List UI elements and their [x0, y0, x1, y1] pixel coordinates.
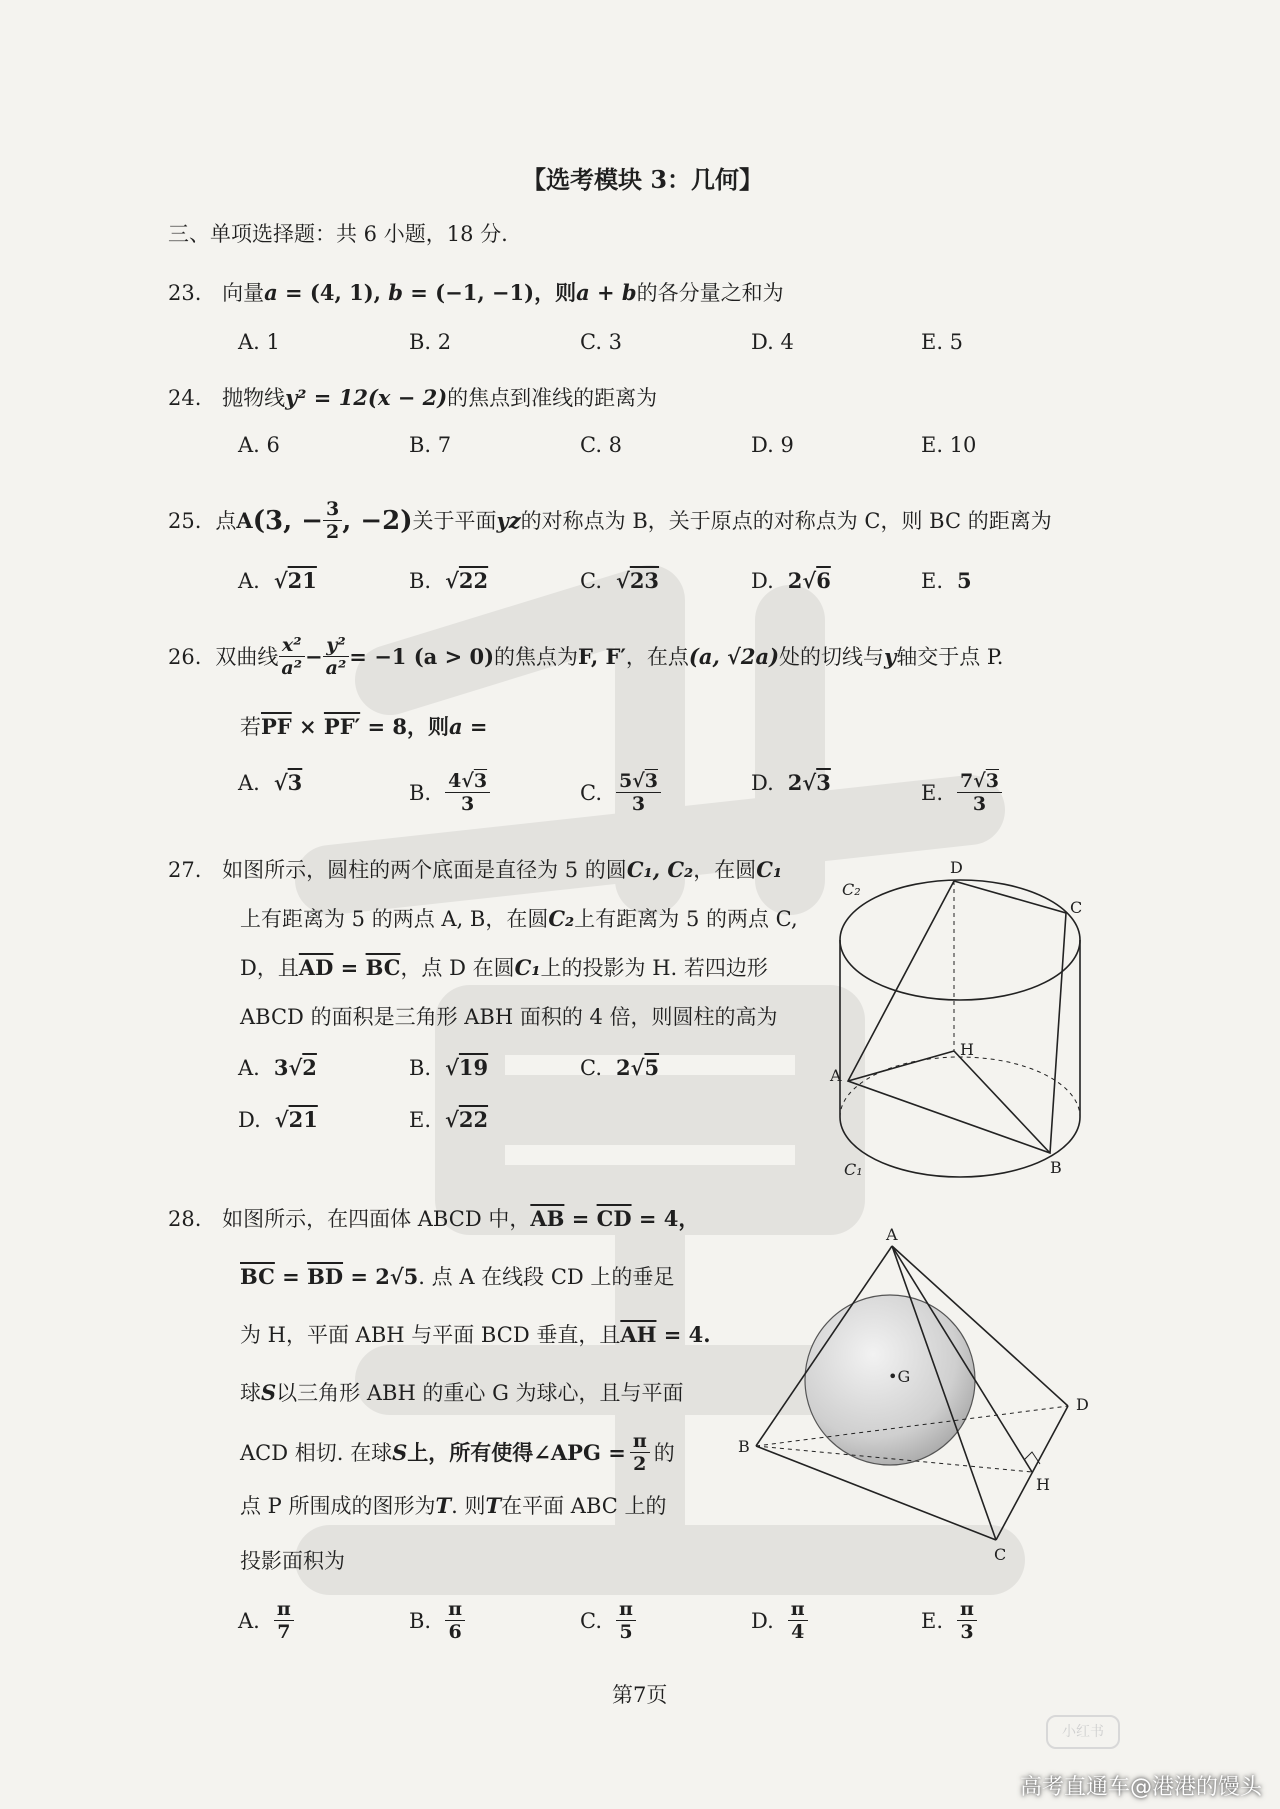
quad-abcd — [848, 881, 1066, 1153]
q26-yaxis: y — [884, 643, 897, 669]
fig28-label-c: C — [994, 1545, 1007, 1564]
q26-option-e-frac-den: 3 — [972, 793, 987, 815]
q25-option-b-sqrt — [445, 568, 488, 593]
q28-sphere-s: S — [261, 1380, 277, 1405]
q27-line3d: 上的投影为 H. 若四边形 — [540, 956, 768, 980]
q27-line3b: ，点 D 在圆 — [400, 956, 515, 980]
fig28-label-b: B — [738, 1437, 750, 1456]
q27-option-a-sqrt-radical: √ — [288, 1055, 303, 1080]
q24-tail: 的焦点到准线的距离为 — [447, 386, 658, 410]
q26-line2-eq: = 8，则 — [360, 714, 450, 739]
q27-option-b-sqrt — [445, 1055, 488, 1080]
q26-option-e[interactable] — [921, 770, 1002, 815]
q27-option-a-sqrt-radicand: 2 — [302, 1055, 317, 1080]
q27-line1c: ，在圆 — [693, 858, 757, 882]
q28-option-d-frac — [788, 1598, 808, 1643]
q26-line2-end: = — [462, 714, 488, 739]
q27-option-c-sqrt — [616, 1055, 659, 1080]
q26-option-label: B. — [409, 780, 432, 805]
q28-option-d-frac-den: 4 — [791, 1621, 805, 1643]
q27-option-e-sqrt — [445, 1107, 488, 1132]
q23-eq-a: = (4, 1), — [277, 280, 389, 305]
fig27-label-b: B — [1050, 1158, 1062, 1177]
q27-vec-bc: $\overline{BC}$ — [365, 955, 401, 980]
q23-option-e[interactable]: E. 5 — [921, 330, 964, 354]
q23-tail: 的各分量之和为 — [636, 281, 784, 305]
q27-line2a: 上有距离为 5 的两点 A, B，在圆 — [240, 907, 549, 931]
q25-point: A — [236, 507, 253, 533]
q27-eqs: = — [333, 955, 366, 980]
section-heading: 三、单项选择题：共 6 小题，18 分. — [168, 222, 508, 246]
q25-option-c[interactable] — [580, 568, 659, 593]
q28-option-e-frac-den: 3 — [960, 1621, 974, 1643]
q28-eq1b: = 4， — [631, 1206, 700, 1231]
q24-option-a[interactable]: A. 6 — [238, 433, 280, 457]
q26-option-b-frac — [445, 770, 490, 815]
q27-option-c[interactable] — [580, 1055, 659, 1080]
fig27-label-a: A — [830, 1066, 842, 1085]
q27-option-e-sqrt-radicand: 22 — [458, 1107, 489, 1132]
q28-option-b-frac-num: π — [445, 1598, 465, 1621]
q28-line5a: ACD 相切. 在球 — [240, 1440, 393, 1465]
q26-option-a-sqrt-radicand: 3 — [287, 770, 303, 795]
q26-vec-pf: $\overline{PF}$ — [261, 714, 292, 739]
q25-option-c-sqrt — [616, 568, 659, 593]
q25-option-label: E. — [921, 568, 944, 593]
q26-option-e-sqrt-radical: √ — [973, 770, 986, 792]
q28-option-c-frac — [616, 1598, 636, 1643]
question-27 — [168, 855, 782, 885]
q28-line7: 投影面积为 — [240, 1549, 345, 1573]
q28-option-d[interactable] — [751, 1598, 808, 1643]
q26-option-c-frac-num — [616, 770, 661, 793]
q27-line2c: 上有距离为 5 的两点 C, — [574, 907, 798, 931]
q24-option-e[interactable]: E. 10 — [921, 433, 977, 457]
q27-number: 27. — [168, 858, 202, 882]
q28-line6b: . 则 — [451, 1494, 486, 1518]
q26-option-d-sqrt-radical: √ — [802, 770, 817, 795]
q25-tail2: 的对称点为 B，关于原点的对称点为 C，则 BC 的距离为 — [520, 508, 1052, 533]
q28-t: T — [435, 1493, 452, 1518]
q28-vec-bd: $\overline{BD}$ — [307, 1264, 344, 1289]
q27-option-d-sqrt — [275, 1107, 318, 1132]
q26-option-a-sqrt-radical: √ — [273, 770, 288, 795]
q28-t2: T — [485, 1493, 502, 1518]
q24-option-c[interactable]: C. 8 — [580, 433, 623, 457]
q23-number: 23. — [168, 281, 202, 305]
fig27-label-d: D — [950, 858, 963, 877]
q26-option-value — [616, 770, 661, 815]
q28-option-b-frac — [445, 1598, 465, 1643]
q26-option-b-sqrt-radicand: 3 — [473, 770, 488, 792]
q28-line6 — [240, 1491, 667, 1521]
q26-option-b-sqrt — [448, 770, 487, 792]
q27-line3 — [240, 953, 768, 983]
q28-angle-frac-den: 2 — [633, 1453, 647, 1475]
q26-option-value — [788, 770, 831, 795]
q23-vec-a2: a — [576, 280, 590, 305]
q26-frac-x-num: x² — [279, 634, 305, 657]
q25-option-b-sqrt-radical: √ — [445, 568, 459, 593]
q28-option-label: C. — [580, 1608, 602, 1633]
q26-option-b-sqrt-coef: 4 — [448, 770, 462, 792]
q27-option-b-label: B. — [409, 1056, 432, 1080]
q26-option-e-sqrt-radicand: 3 — [985, 770, 999, 792]
hb-segment — [954, 1051, 1050, 1153]
q25-pre: 点 — [215, 508, 237, 533]
q28-vec-bc: $\overline{BC}$ — [240, 1264, 275, 1289]
q26-option-e-frac-num — [957, 770, 1002, 793]
q28-option-b-frac-den: 6 — [448, 1621, 462, 1643]
fig28-label-d: D — [1076, 1395, 1089, 1414]
q28-line5b: 上，所有使得∠APG = — [407, 1439, 626, 1465]
q25-option-d-sqrt — [788, 568, 831, 593]
q28-line4b: 以三角形 ABH 的重心 G 为球心，且与平面 — [276, 1381, 684, 1405]
q25-option-label: B. — [409, 568, 432, 593]
page-number: 第7页 — [612, 1683, 668, 1707]
q27-option-a-value — [274, 1056, 317, 1080]
q28-vec-ah: $\overline{AH}$ — [620, 1322, 657, 1347]
q23-option-b[interactable]: B. 2 — [409, 330, 452, 354]
q25-frac-den: 2 — [325, 521, 340, 543]
q28-option-label: A. — [238, 1608, 260, 1633]
q25-option-a-sqrt — [274, 568, 317, 593]
q24-option-b[interactable]: B. 7 — [409, 433, 452, 457]
q26-option-e-sqrt — [960, 770, 999, 792]
q28-vec-cd: $\overline{CD}$ — [596, 1206, 632, 1231]
q24-option-d[interactable]: D. 9 — [751, 433, 794, 457]
q25-option-e-num: 5 — [957, 568, 972, 593]
q25-option-c-sqrt-radical: √ — [616, 568, 630, 593]
q25-option-a-sqrt-radical: √ — [273, 568, 288, 593]
q26-option-label: E. — [921, 780, 944, 805]
q25-option-e[interactable] — [921, 568, 972, 593]
q25-option-a-sqrt-radicand: 21 — [287, 568, 317, 593]
q28-option-label: D. — [751, 1608, 774, 1633]
cylinder-top-ellipse — [840, 880, 1083, 1000]
q28-option-a-frac — [274, 1598, 294, 1643]
xiaohongshu-badge: 小红书 — [1046, 1715, 1120, 1749]
q26-option-b[interactable] — [409, 770, 490, 815]
q27-option-a-sqrt-coef: 3 — [273, 1055, 289, 1080]
q25-option-b-sqrt-radicand: 22 — [458, 568, 489, 593]
q27-line1: 如图所示，圆柱的两个底面是直径为 5 的圆 — [222, 858, 627, 882]
q25-option-d-sqrt-radicand: 6 — [816, 568, 831, 593]
q26-option-e-frac — [957, 770, 1002, 815]
q27-option-b-sqrt-radicand: 19 — [458, 1055, 489, 1080]
q28-option-value — [274, 1598, 294, 1643]
q26-option-label: C. — [580, 780, 602, 805]
q26-eq: = −1 (a > 0) — [349, 643, 495, 669]
q26-mid: 的焦点为 — [494, 644, 579, 669]
fig28-label-g: •G — [888, 1367, 911, 1386]
q26-option-e-sqrt-coef: 7 — [960, 770, 974, 792]
q25-option-d-sqrt-radical: √ — [802, 568, 817, 593]
q26-pre: 双曲线 — [215, 644, 279, 669]
q28-sphere-s2: S — [392, 1439, 408, 1465]
edge-dc — [996, 1406, 1068, 1540]
q26-frac-y-den: a² — [325, 657, 347, 679]
q23-vec-b: b — [388, 280, 403, 305]
q28-angle-frac-num: π — [630, 1430, 650, 1453]
q25-option-value — [616, 568, 659, 593]
q25-tail: 关于平面 — [412, 508, 497, 533]
q28-vec-ab: $\overline{AB}$ — [530, 1206, 565, 1231]
q26-option-value — [274, 770, 302, 795]
q26-option-d-sqrt — [788, 770, 831, 795]
q28-option-b[interactable] — [409, 1598, 465, 1643]
q27-option-d-sqrt-radicand: 21 — [288, 1107, 318, 1132]
q27-line3a: D，且 — [240, 956, 299, 980]
q23-vec-a: a — [264, 280, 278, 305]
ah-segment — [848, 1051, 954, 1081]
q27-c1b: C₁ — [514, 955, 541, 980]
q28-option-c[interactable] — [580, 1598, 636, 1643]
q27-option-b[interactable] — [409, 1055, 488, 1080]
q27-option-c-sqrt-coef: 2 — [616, 1055, 631, 1080]
question-23 — [168, 278, 784, 308]
q26-frac-x-den: a² — [281, 657, 303, 679]
q27-option-c-label: C. — [580, 1056, 602, 1080]
q25-frac-num: 3 — [323, 498, 342, 521]
q28-line2-tail: . 点 A 在线段 CD 上的垂足 — [418, 1265, 675, 1289]
q25-number: 25. — [168, 508, 202, 533]
q28-eq1: = — [564, 1206, 597, 1231]
q28-option-value — [445, 1598, 465, 1643]
q28-option-e-frac — [957, 1598, 977, 1643]
q26-point: (a, √2a) — [688, 643, 780, 669]
q26-option-c-frac — [616, 770, 661, 815]
question-28 — [168, 1204, 699, 1234]
q25-option-value — [274, 568, 317, 593]
q25-option-label: C. — [580, 568, 602, 593]
question-25 — [168, 498, 1052, 543]
q25-coord-left: (3, − — [252, 505, 323, 536]
q26-option-label: D. — [751, 770, 774, 795]
q28-angle-frac — [630, 1430, 650, 1475]
question-26 — [168, 634, 1003, 679]
q28-option-value — [788, 1598, 808, 1643]
q28-line6c: 在平面 ABC 上的 — [501, 1494, 667, 1518]
q27-option-a-label: A. — [238, 1056, 260, 1080]
question-24 — [168, 383, 657, 413]
q28-option-c-frac-den: 5 — [619, 1621, 633, 1643]
q28-option-a[interactable] — [238, 1598, 294, 1643]
q26-frac-x — [278, 634, 305, 679]
q26-option-b-frac-den: 3 — [460, 793, 475, 815]
q23-option-a[interactable]: A. 1 — [238, 330, 280, 354]
q26-times: × — [291, 714, 324, 739]
q28-line5c: 的 — [653, 1440, 675, 1465]
q26-vec-pf2: PF′ — [323, 714, 361, 739]
q26-option-c-sqrt-coef: 5 — [619, 770, 633, 792]
q28-option-e[interactable] — [921, 1598, 977, 1643]
q27-option-e-value — [445, 1108, 488, 1132]
q27-option-c-sqrt-radicand: 5 — [644, 1055, 660, 1080]
fig27-label-c: C — [1070, 898, 1083, 917]
q26-frac-y — [323, 634, 350, 679]
q28-line4 — [240, 1378, 684, 1408]
q25-option-a[interactable] — [238, 568, 317, 593]
q26-option-a-sqrt — [274, 770, 302, 795]
fig28-label-a: A — [886, 1225, 898, 1244]
q26-frac-y-num: y² — [323, 634, 348, 657]
q26-option-c[interactable] — [580, 770, 661, 815]
q25-option-value — [957, 568, 972, 593]
q26-option-c-sqrt-radicand: 3 — [644, 770, 658, 792]
q28-option-value — [616, 1598, 636, 1643]
q25-option-c-sqrt-radicand: 23 — [629, 568, 660, 593]
q27-option-e-label: E. — [409, 1108, 432, 1132]
q24-formula: y² = 12(x − 2) — [285, 385, 448, 410]
module-title: 【选考模块 3：几何】 — [522, 165, 764, 194]
q26-tail: 处的切线与 — [779, 644, 885, 669]
q27-option-e[interactable] — [409, 1107, 488, 1132]
q28-line1: 如图所示，在四面体 ABCD 中， — [222, 1207, 531, 1231]
q26-foci: F, F′ — [578, 643, 626, 669]
q26-option-label: A. — [238, 770, 260, 795]
q28-option-e-frac-num: π — [957, 1598, 977, 1621]
q26-mid2: ，在点 — [625, 644, 689, 669]
q28-option-a-frac-num: π — [274, 1598, 294, 1621]
q25-fraction — [323, 498, 342, 543]
q25-coord-right: , −2) — [342, 505, 413, 536]
q27-option-c-value — [616, 1056, 659, 1080]
q23-plus: + — [589, 280, 622, 305]
q26-option-c-frac-den: 3 — [631, 793, 646, 815]
q23-option-c[interactable]: C. 3 — [580, 330, 623, 354]
q28-option-label: E. — [921, 1608, 944, 1633]
q27-option-d[interactable] — [238, 1107, 318, 1132]
q28-line5 — [240, 1430, 675, 1475]
q27-c1: C₁ — [756, 857, 783, 882]
q25-option-label: A. — [238, 568, 260, 593]
q26-line2-pre: 若 — [240, 715, 261, 739]
q27-option-d-sqrt-radical: √ — [274, 1107, 289, 1132]
fig27-label-c1: C₁ — [844, 1160, 863, 1179]
q28-line6a: 点 P 所围成的图形为 — [240, 1494, 436, 1518]
q26-line2 — [240, 712, 488, 742]
q27-option-c-sqrt-radical: √ — [630, 1055, 645, 1080]
q26-option-b-sqrt-radical: √ — [461, 770, 474, 792]
q28-line2 — [240, 1262, 674, 1292]
q25-option-d[interactable] — [751, 568, 831, 593]
credit-watermark: 高考直通车@港港的馒头 — [1019, 1775, 1262, 1800]
q27-option-a-sqrt — [274, 1055, 317, 1080]
q27-option-a[interactable] — [238, 1055, 317, 1080]
q28-option-value — [957, 1598, 977, 1643]
q28-line3a: 为 H，平面 ABH 与平面 BCD 垂直，且 — [240, 1323, 621, 1347]
q27-option-d-value — [275, 1108, 318, 1132]
q28-option-a-frac-den: 7 — [277, 1621, 291, 1643]
q26-option-d-sqrt-coef: 2 — [787, 770, 803, 795]
q27-option-b-value — [445, 1056, 488, 1080]
tetrahedron-figure — [730, 1220, 1100, 1580]
q23-vec-b2: b — [621, 280, 637, 305]
q27-line4: ABCD 的面积是三角形 ABH 面积的 4 倍，则圆柱的高为 — [240, 1005, 778, 1029]
q28-option-d-frac-num: π — [788, 1598, 808, 1621]
q26-option-c-sqrt — [619, 770, 658, 792]
q23-stem: 向量 — [222, 281, 265, 305]
q27-vec-ad: $\overline{AD}$ — [298, 955, 334, 980]
q28-option-c-frac-num: π — [616, 1598, 636, 1621]
q26-option-b-frac-num — [445, 770, 490, 793]
q26-option-a[interactable] — [238, 770, 302, 795]
q26-tail2: 轴交于点 P. — [896, 644, 1004, 669]
q25-option-label: D. — [751, 568, 774, 593]
q27-line2 — [240, 904, 798, 934]
q23-option-d[interactable]: D. 4 — [751, 330, 794, 354]
cylinder-figure — [820, 855, 1100, 1195]
q28-line4a: 球 — [240, 1381, 261, 1405]
q26-option-d[interactable] — [751, 770, 831, 795]
fig27-label-h: H — [960, 1040, 974, 1059]
q28-number: 28. — [168, 1207, 202, 1231]
q27-option-d-label: D. — [238, 1108, 261, 1132]
q28-option-label: B. — [409, 1608, 432, 1633]
q25-option-b[interactable] — [409, 568, 488, 593]
q28-eq2b: = 2√5 — [343, 1264, 419, 1289]
q25-plane: yz — [496, 507, 521, 533]
q26-option-value — [957, 770, 1002, 815]
q27-option-e-sqrt-radical: √ — [445, 1107, 459, 1132]
q24-stem: 抛物线 — [222, 386, 286, 410]
q26-line2-a: a — [449, 714, 463, 739]
q25-option-d-sqrt-coef: 2 — [787, 568, 803, 593]
fig28-label-h: H — [1036, 1475, 1050, 1494]
q28-line3-tail: = 4. — [656, 1322, 711, 1347]
q25-option-value — [445, 568, 488, 593]
q27-circles: C₁, C₂ — [626, 857, 694, 882]
q28-eq2: = — [274, 1264, 308, 1289]
q27-c2: C₂ — [548, 906, 575, 931]
fig27-label-c2: C₂ — [842, 880, 861, 899]
q26-option-value — [445, 770, 490, 815]
q26-number: 26. — [168, 644, 202, 669]
cylinder-bottom-back — [840, 1057, 1080, 1117]
q26-minus: − — [305, 643, 323, 669]
q27-option-b-sqrt-radical: √ — [445, 1055, 459, 1080]
q26-option-c-sqrt-radical: √ — [632, 770, 645, 792]
q23-eq-b: = (−1, −1)，则 — [402, 280, 577, 305]
q26-option-d-sqrt-radicand: 3 — [816, 770, 831, 795]
q24-number: 24. — [168, 386, 202, 410]
q25-option-value — [788, 568, 831, 593]
q28-line3 — [240, 1320, 711, 1350]
